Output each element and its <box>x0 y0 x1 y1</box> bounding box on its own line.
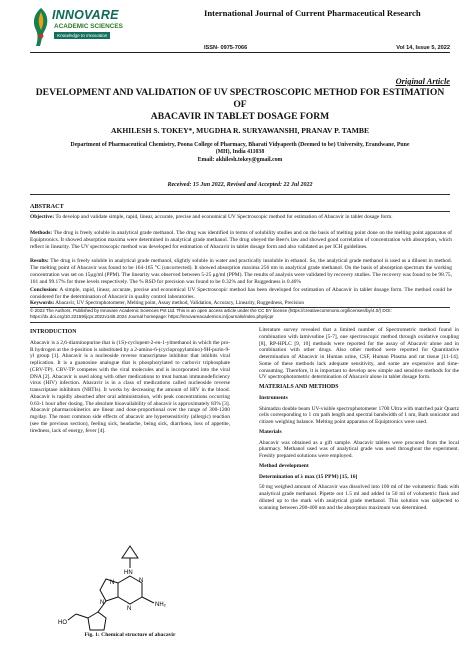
figure-caption: Fig. 1: Chemical structure of abacavir <box>84 632 176 638</box>
conclusion-label: Conclusion: <box>30 287 58 293</box>
abstract-conclusion <box>30 287 452 301</box>
abstract-heading-divider <box>30 211 450 212</box>
cyclopentene-ring <box>88 612 106 630</box>
keywords-text: Abacavir, UV Spectrophotometer, Melting point, Assay method, Validation, Accuracy, Linearity, Ruggedness, Precision <box>55 300 304 306</box>
materials-heading: Materials <box>259 428 282 435</box>
n-label: N <box>110 580 115 586</box>
title-line: DEVELOPMENT AND VALIDATION OF UV SPECTROSCOPIC METHOD FOR ESTIMATION OF <box>35 87 445 110</box>
methods-label: Methods: <box>30 230 53 236</box>
abstract-top-divider <box>30 194 450 195</box>
objective-label: Objective: <box>30 214 55 220</box>
ho-label: HO <box>58 620 67 626</box>
abacavir-structure-figure <box>60 540 210 640</box>
method-development-heading: Method development <box>259 462 309 469</box>
instruments-heading: Instruments <box>259 394 288 401</box>
bond <box>142 597 154 603</box>
results-label: Results: <box>30 258 49 264</box>
imidazole-ring <box>100 579 118 601</box>
logo-tagline: Knowledge to Innovation <box>54 32 110 39</box>
logo-name: INNOVARE <box>52 8 119 22</box>
introduction-paragraph: Abacavir is a 2,6-diaminopurine that is (1S)-cyclopent-2-en-1-ylmethanol in which the pro-R hydrogen at the 4-position is substituted by a 2-amino-6-(cyclopropylamino)-9H-purin-9-yl group [1]. Abacavir is a nucleoside reverse transcriptase inhibitor that inhibits viral replication. It is a guanosine analogue that is phosphorylated to carbovir triphosphate (CBV-TP). CBV-TP competes with the viral molecules and is incorporated into the viral DNA [2]. Abacavir is used along with other medications to treat human immunodeficiency virus (HIV) infection. Abacavir is in a class of medications called nucleoside reverse transcriptase inhibitors (NRTIs). It works by decreasing the amount of HIV in the blood. Abacavir is rapidly absorbed after oral administration, with peak concentrations occurring 0.63-1 hour after dosing. The absolute bioavailability of abacavir is approximately 83% [3]. Abacavir pharmacokinetics are linear and dose-proportional over the range of 300-1200 mg/day. The most common side effects of abacavir are hypersensitivity (allergic) reaction (see the previous section), feeling sick, headache, being sick, diarrhoea, loss of appetite, tiredness, lack of energy, fever [4]. <box>30 339 230 434</box>
bond <box>68 614 76 620</box>
lambda-max-paragraph: 50 mg weighed amount of Abacavir was dissolved into 100 ml of the volumetric flask with analytical grade methanol. Pipette out 1.5 ml and added in 50 ml of volumetric flask and diluted up to the mark with analytical grade methanol. This solution was subjected to scanning between 200-400 nm and the absorption maximum was determined. <box>259 484 459 511</box>
article-type: Original Article <box>395 77 450 86</box>
methods-text: The drug is freely soluble in analytical grade methanol. The drug was identified in terms of solubility studies and on the basis of melting point done on the melting point apparatus of Equiptronics. It showed absorption maxima were determined in analytical grade methanol. The drug obeyed the Beer's law and showed good correlation of concentration with absorption, which reflect in linearity. The UV spectroscopic method was developed for estimation of Abacavir in tablet dosage form and also validated as per ICH guidelines. <box>30 230 452 250</box>
abstract-objective <box>30 214 452 221</box>
received-dates: Received: 15 Jun 2022, Revised and Accepted: 22 Jul 2022 <box>167 182 313 188</box>
abstract-results <box>30 258 452 286</box>
lambda-max-heading: Determination of λ max (15 PPM) [15, 16] <box>259 473 358 480</box>
n-label: N <box>100 600 105 606</box>
abstract-keywords <box>30 300 452 307</box>
authors: AKHILESH S. TOKEY*, MUGDHA R. SURYAWANSHI, PRANAV P. TAMBE <box>110 126 370 135</box>
abstract-methods <box>30 230 452 251</box>
literature-paragraph: Literature survey revealed that a limited number of Spectrometric method found in combination with lamivudine [5-7], one spectroscopic method through oxidative coupling [8], RP-HPLC [9, 10] methods were reported for the assay of Abacavir alone and in combination with other drugs. Also other method were reported for Quantitative determination of Abacavir in Human urine, CSF, Human Plasma and rat tissue [11-14]. Some of these methods lack adequate sensitivity, and some are expensive and time-consuming. Therefore, it is important to develop new simple and sensitive methods for the UV spectrophotometric determination of Abacavir alone in tablet dosage form. <box>259 327 459 381</box>
affiliation-line: (MH), India 411038 <box>215 149 265 156</box>
n-label: N <box>139 578 144 584</box>
abstract-heading: ABSTRACT <box>30 203 64 210</box>
left-column <box>30 327 230 437</box>
results-text: The drug is freely soluble in analytical grade methanol, slightly soluble in water and practically insoluble in ethanol. So, the analytical grade methanol is used as a diluent in method. The melting point of Abacavir was found to be 164-165 °C (uncorrected). It showed absorption maxima 256 nm in analytical grade methanol. On the basis of absorption spectrum the working concentration was set on 15μg/ml (PPM). The linearity was observed between 5-25 μg/ml (PPM). The results of analysis were validated by recovery studies. The recovery was found to be 98.75, 101 and 99.17% for three levels respectively. The % RSD for precision was found to be 0.32% and for Ruggedness is 0.46% <box>30 258 453 285</box>
article-title <box>30 87 450 123</box>
publisher-logo[interactable] <box>30 6 122 50</box>
logo-subtitle: ACADEMIC SCIENCES <box>54 23 123 30</box>
keywords-label: Keywords: <box>30 300 55 306</box>
objective-text: To develop and validate simple, rapid, linear, accurate, precise and economical UV Spectroscopic method for estimation of Abacavir in tablet dosage form. <box>55 214 393 220</box>
materials-paragraph: Abacavir was obtained as a gift sample. Abacavir tablets were procured from the local pharmacy. Methanol used was of analytical grade was used throughout the experiment. Freshly prepared solutions were employed. <box>259 439 459 459</box>
journal-name: International Journal of Current Pharmaceutical Research <box>204 8 421 18</box>
title-line: ABACAVIR IN TABLET DOSAGE FORM <box>150 111 330 122</box>
instruments-paragraph: Shimadzu double beam UV-visible spectrophotometer 1700 Ultra with matched pair Quartz cells corresponding to 1 cm path length and spectral bandwidth of 1 nm, Bath sonicator and citizen weighing balance. Melting point apparatus of Equiptronics were used. <box>259 405 459 425</box>
introduction-heading: INTRODUCTION <box>30 329 77 335</box>
n-label: N <box>127 606 132 612</box>
nh-label: HN <box>124 570 133 576</box>
volume-issue: Vol 14, Issue 5, 2022 <box>396 45 450 51</box>
affiliation-line: Department of Pharmaceutical Chemistry, Poona College of Pharmacy, Bharati Vidyapeeth (Deemed to be) University, Erandwane, Pune <box>70 142 410 148</box>
issn: ISSN- 0975-7066 <box>204 45 248 51</box>
right-column <box>259 327 459 514</box>
copyright-notice[interactable]: © 2022 The Authors. Published by Innovare Academic Sciences Pvt Ltd. This is an open access article under the CC BY license (https://creativecommons.org/licenses/by/4.0/) DOI: https://dx.doi.org/10.22159/ijcpr.2022v14i5.2024 Journal homepage: https://innovareacademics.in/journals/index.php/ijcpr <box>30 308 392 319</box>
bond <box>76 614 88 618</box>
header-divider <box>30 52 450 53</box>
nh2-label: NH₂ <box>155 602 166 608</box>
author-email[interactable]: Email: akhilesh.tokey@gmail.com <box>197 156 283 163</box>
affiliation <box>30 142 450 164</box>
copyright-divider <box>30 322 450 323</box>
cyclopropyl-ring <box>122 546 138 558</box>
conclusion-text: A simple, rapid, linear, accurate, precise and economical UV Spectroscopic method has been developed for estimation of Abacavir in tablet dosage form. The method could be considered for the determination of Abacavir in quality control laboratories. <box>30 287 452 300</box>
logo-mark-icon <box>30 6 52 50</box>
materials-methods-heading: MATERIALS AND METHODS <box>259 384 339 390</box>
journal-header <box>30 6 450 56</box>
